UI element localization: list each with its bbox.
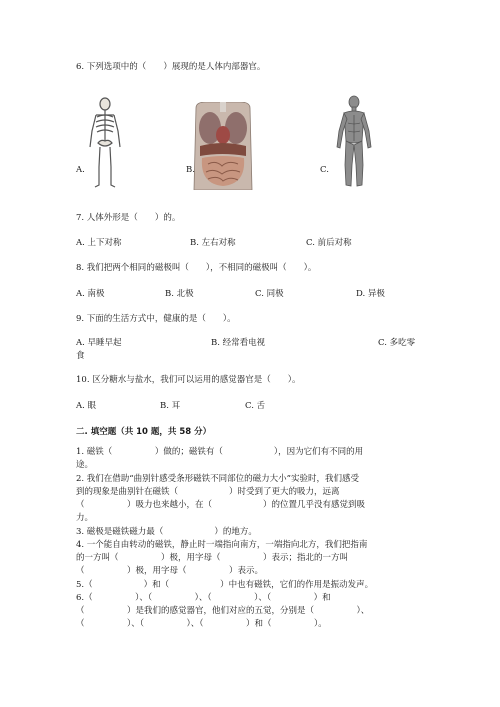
fill-line: 6.（ ）、（ ）、（ ）、（ ）和 xyxy=(76,593,331,603)
fill-line: 4. 一个能自由转动的磁铁，静止时一端指向南方，一端指向北方，我们把指南 xyxy=(76,540,368,550)
section-2-heading: 二. 填空题（共 10 题，共 58 分） xyxy=(76,427,212,437)
q7-stem: 7. 人体外形是（ ）的。 xyxy=(76,213,181,223)
q7-option-b: B. 左右对称 xyxy=(190,238,236,248)
fill-line: 力。 xyxy=(76,513,94,523)
q10-option-b: B. 耳 xyxy=(160,401,181,411)
internal-organs-image xyxy=(192,102,254,190)
q8-option-c: C. 同极 xyxy=(255,289,284,299)
q6-option-a: A. xyxy=(76,165,85,175)
fill-line: （ ）是我们的感觉器官，他们对应的五觉，分别是（ ）、 xyxy=(76,606,370,616)
fill-line: 1. 磁铁（ ）做的；磁铁有（ ），因为它们有不同的用 xyxy=(76,447,364,457)
q6-option-b: B. xyxy=(186,165,195,175)
q8-option-b: B. 北极 xyxy=(165,289,194,299)
fill-line: 3. 磁极是磁铁磁力最（ ）的地方。 xyxy=(76,527,257,537)
q10-option-c: C. 舌 xyxy=(245,401,266,411)
q10-option-a: A. 眼 xyxy=(76,401,97,411)
skeleton-image xyxy=(85,97,125,189)
q8-option-d: D. 异极 xyxy=(356,289,385,299)
q9-option-a: A. 早睡早起 xyxy=(76,338,122,348)
fill-line: 的一方叫（ ）极，用字母（ ）表示；指北的一方叫 xyxy=(76,553,349,563)
q7-option-a: A. 上下对称 xyxy=(76,238,122,248)
q9-option-c-wrap: 食 xyxy=(76,351,85,361)
q8-stem: 8. 我们把两个相同的磁极叫（ ），不相同的磁极叫（ ）。 xyxy=(76,263,317,273)
q6-option-c: C. xyxy=(320,165,329,175)
fill-line: 到的现象是曲别针在磁铁（ ）时受到了更大的吸力，远离 xyxy=(76,487,340,497)
q10-stem: 10. 区分糖水与盐水，我们可以运用的感觉器官是（ ）。 xyxy=(76,375,301,385)
q9-option-b: B. 经常看电视 xyxy=(211,338,266,348)
fill-line: （ ）极，用字母（ ）表示。 xyxy=(76,566,264,576)
fill-line: （ ）吸力也来越小，在（ ）的位置几乎没有感觉到吸 xyxy=(76,500,366,510)
fill-line: 5.（ ）和（ ）中也有磁铁，它们的作用是振动发声。 xyxy=(76,580,374,590)
fill-line: 途。 xyxy=(76,460,94,470)
q6-stem: 6. 下列选项中的（ ）展现的是人体内部器官。 xyxy=(76,62,266,72)
muscle-figure-image xyxy=(334,95,374,189)
q9-option-c: C. 多吃零 xyxy=(378,338,416,348)
q9-stem: 9. 下面的生活方式中，健康的是（ ）。 xyxy=(76,314,236,324)
q8-option-a: A. 南极 xyxy=(76,289,105,299)
q7-option-c: C. 前后对称 xyxy=(306,238,352,248)
fill-line: 2. 我们在借助“曲别针感受条形磁铁不同部位的磁力大小”实验时，我们感受 xyxy=(76,474,360,484)
fill-line: （ ）、（ ）、（ ）和（ ）。 xyxy=(76,619,327,629)
